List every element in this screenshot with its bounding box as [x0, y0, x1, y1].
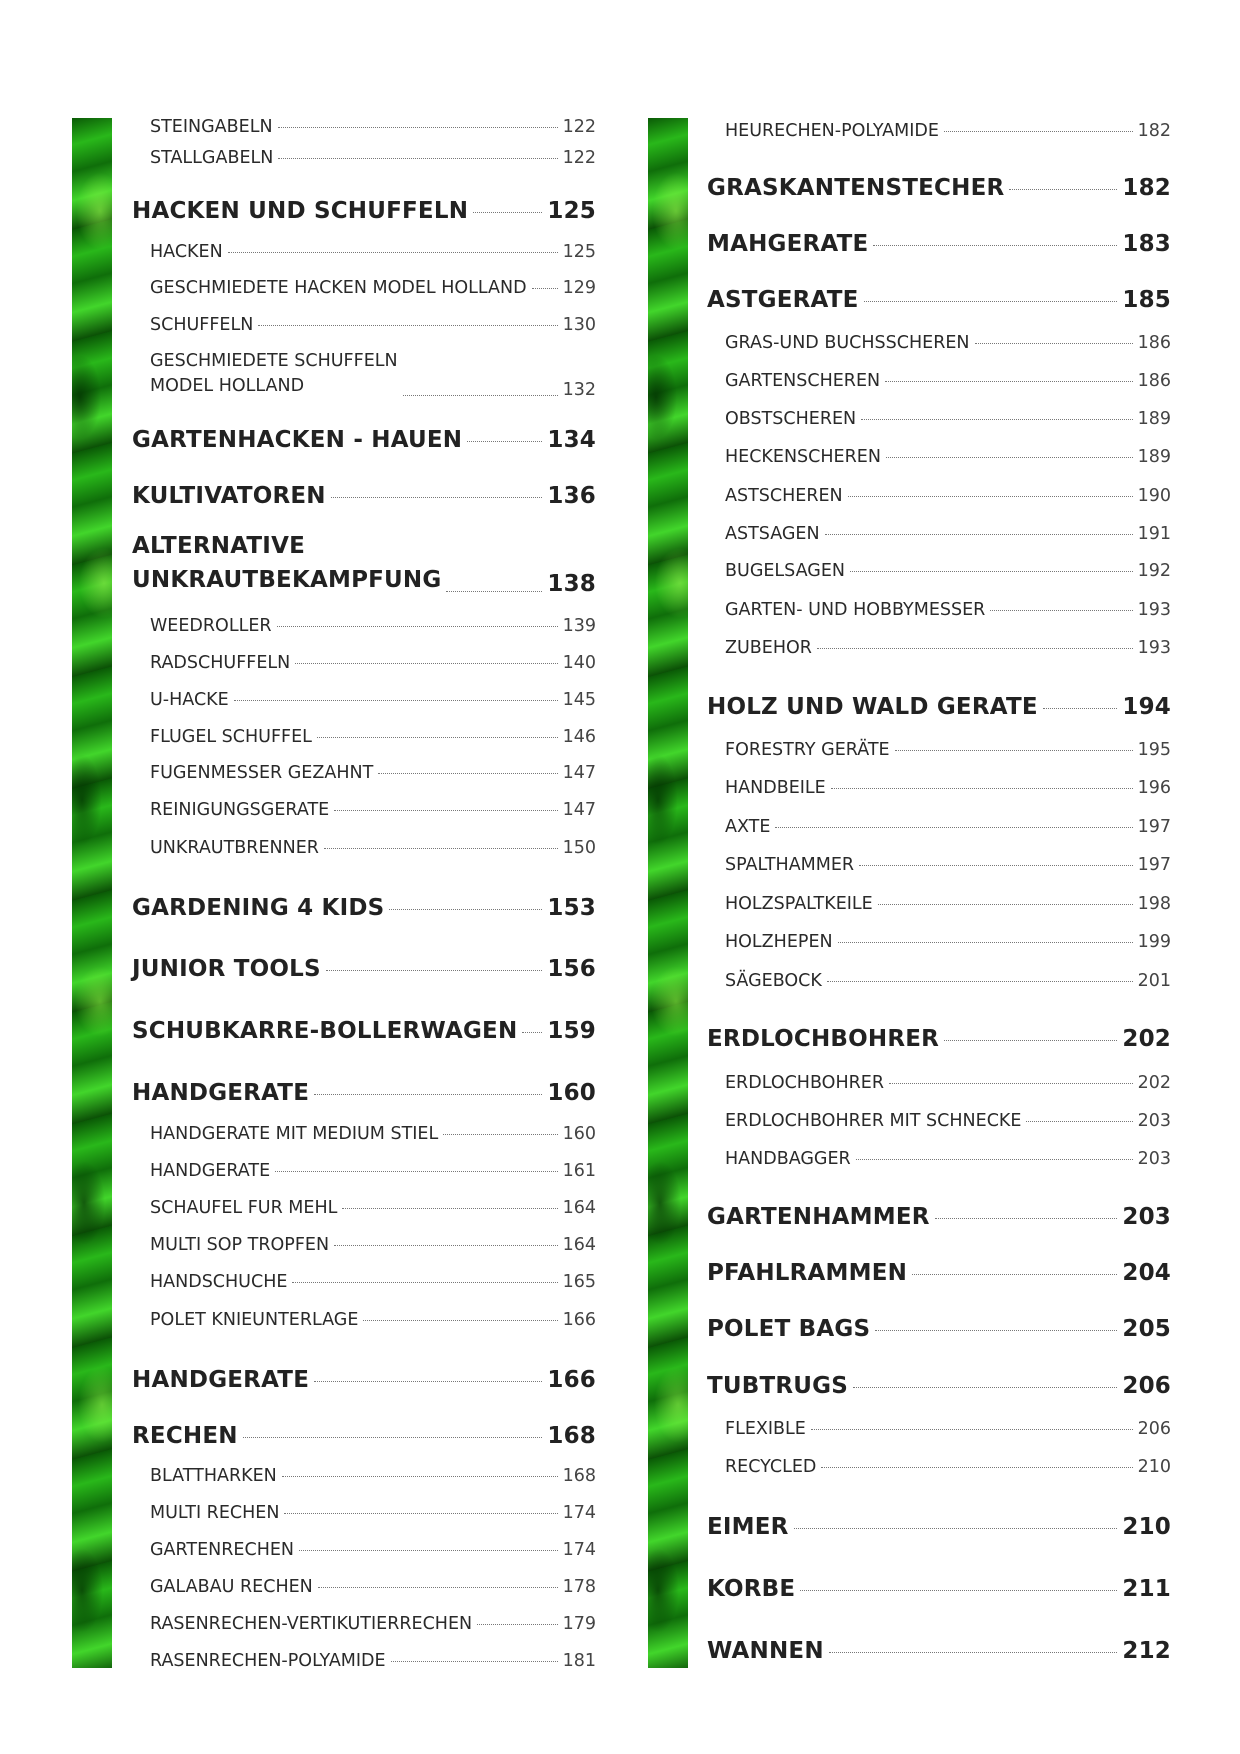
toc-section-entry	[132, 1367, 596, 1393]
toc-entry-title: SPALTHAMMER	[725, 854, 855, 875]
toc-page-number: 206	[1137, 1418, 1171, 1439]
toc-entry-title: ERDLOCHBOHRER MIT SCHNECKE	[725, 1110, 1022, 1131]
toc-entry-title: RASENRECHEN-VERTIKUTIERRECHEN	[150, 1613, 473, 1634]
toc-subsection-entry	[707, 894, 1171, 914]
toc-entry-title: MULTI SOP TROPFEN	[150, 1234, 330, 1255]
toc-section-entry	[132, 895, 596, 921]
toc-page-number: 178	[562, 1576, 596, 1597]
dotted-leader	[775, 827, 1132, 828]
toc-page-number: 165	[562, 1271, 596, 1292]
toc-entry-title: BLATTHARKEN	[150, 1465, 277, 1486]
toc-entry-title: ASTSCHEREN	[725, 485, 843, 506]
toc-page-number: 174	[562, 1539, 596, 1560]
toc-subsection-entry	[132, 1235, 596, 1255]
dotted-leader	[295, 663, 557, 664]
toc-subsection-entry	[707, 932, 1171, 952]
toc-subsection-entry	[707, 561, 1171, 581]
toc-page-number: 125	[547, 198, 596, 225]
toc-page-number: 192	[1137, 560, 1171, 581]
toc-entry-title	[150, 349, 398, 400]
toc-entry-title: HACKEN	[150, 241, 223, 262]
dotted-leader	[314, 1094, 542, 1095]
toc-page-number: 147	[562, 799, 596, 820]
toc-page-number: 168	[562, 1465, 596, 1486]
toc-page-number: 203	[1137, 1148, 1171, 1169]
toc-entry-title: HANDGERATE	[150, 1160, 271, 1181]
toc-entry-title: FLUGEL SCHUFFEL	[150, 726, 312, 747]
toc-subsection-entry	[132, 1272, 596, 1292]
toc-subsection-entry	[707, 1419, 1171, 1439]
toc-page-number: 183	[1122, 231, 1171, 258]
toc-page-number: 166	[547, 1367, 596, 1394]
dotted-leader	[886, 457, 1133, 458]
toc-section-entry	[707, 1638, 1171, 1664]
toc-page-number: 211	[1122, 1576, 1171, 1603]
toc-entry-title: GESCHMIEDETE HACKEN MODEL HOLLAND	[150, 277, 527, 298]
toc-entry-title: HANDBEILE	[725, 777, 826, 798]
toc-page-number: 147	[562, 762, 596, 783]
toc-subsection-entry	[707, 740, 1171, 760]
dotted-leader	[403, 395, 558, 396]
toc-section-entry	[132, 956, 596, 982]
dotted-leader	[831, 788, 1133, 789]
dotted-leader	[859, 865, 1133, 866]
toc-subsection-entry	[707, 1149, 1171, 1169]
toc-entry-title: OBSTSCHEREN	[725, 408, 857, 429]
toc-entry-title: GARTENHACKEN - HAUEN	[132, 427, 463, 454]
toc-entry-title: GARTENHAMMER	[707, 1204, 930, 1231]
toc-section-entry	[707, 694, 1171, 720]
toc-page-number: 161	[562, 1160, 596, 1181]
toc-entry-title: PFAHLRAMMEN	[707, 1260, 908, 1287]
toc-entry-title: GARDENING 4 KIDS	[132, 895, 385, 922]
dotted-leader	[324, 848, 558, 849]
dotted-leader	[975, 343, 1133, 344]
decorative-leaf-strip-left	[72, 118, 112, 1668]
toc-entry-title: HACKEN UND SCHUFFELN	[132, 198, 469, 225]
toc-page-number: 196	[1137, 777, 1171, 798]
toc-subsection-entry	[132, 1614, 596, 1634]
toc-page-number: 206	[1122, 1373, 1171, 1400]
dotted-leader	[817, 648, 1133, 649]
toc-entry-title: POLET BAGS	[707, 1316, 871, 1343]
toc-section-entry	[132, 530, 596, 597]
toc-page-number: 132	[562, 379, 596, 400]
toc-section-entry	[132, 1018, 596, 1044]
dotted-leader	[278, 158, 557, 159]
toc-page-number: 193	[1137, 637, 1171, 658]
toc-page-number: 136	[547, 483, 596, 510]
dotted-leader	[284, 1513, 557, 1514]
toc-page-number: 146	[562, 726, 596, 747]
toc-page-number: 210	[1122, 1514, 1171, 1541]
toc-entry-title: RECYCLED	[725, 1456, 817, 1477]
toc-entry-title: FUGENMESSER GEZAHNT	[150, 762, 374, 783]
toc-subsection-entry	[132, 838, 596, 858]
toc-page-number: 174	[562, 1502, 596, 1523]
toc-subsection-entry	[132, 315, 596, 335]
toc-page-number: 205	[1122, 1316, 1171, 1343]
toc-subsection-entry	[707, 524, 1171, 544]
toc-subsection-entry	[132, 1577, 596, 1597]
toc-entry-title: HANDGERATE	[132, 1080, 310, 1107]
dotted-leader	[827, 981, 1133, 982]
toc-page-number: 182	[1137, 120, 1171, 141]
dotted-leader	[467, 441, 542, 442]
dotted-leader	[334, 810, 557, 811]
toc-page-number: 202	[1137, 1072, 1171, 1093]
dotted-leader	[848, 496, 1133, 497]
toc-entry-title: WEEDROLLER	[150, 615, 272, 636]
toc-subsection-entry	[707, 778, 1171, 798]
toc-page-number: 190	[1137, 485, 1171, 506]
toc-page-number: 139	[562, 615, 596, 636]
toc-entry-title-line: UNKRAUTBEKAMPFUNG	[132, 566, 442, 593]
toc-entry-title: TUBTRUGS	[707, 1373, 849, 1400]
dotted-leader	[243, 1437, 543, 1438]
toc-entry-title-line: MODEL HOLLAND	[150, 376, 305, 397]
toc-page-number: 160	[562, 1123, 596, 1144]
dotted-leader	[1043, 708, 1118, 709]
dotted-leader	[334, 1245, 558, 1246]
toc-page-number: 182	[1122, 175, 1171, 202]
toc-page-number: 134	[547, 427, 596, 454]
toc-entry-title: RADSCHUFFELN	[150, 652, 291, 673]
toc-subsection-entry	[132, 1161, 596, 1181]
toc-page-number: 166	[562, 1309, 596, 1330]
toc-entry-title: GARTENSCHEREN	[725, 370, 881, 391]
toc-entry-title: RECHEN	[132, 1423, 238, 1450]
dotted-leader	[829, 1652, 1118, 1653]
toc-subsection-entry	[132, 349, 596, 400]
toc-subsection-entry	[707, 447, 1171, 467]
toc-entry-title: FLEXIBLE	[725, 1418, 806, 1439]
toc-entry-title: ZUBEHOR	[725, 637, 812, 658]
toc-subsection-entry	[707, 409, 1171, 429]
toc-subsection-entry	[132, 117, 596, 137]
toc-entry-title: KORBE	[707, 1576, 796, 1603]
toc-entry-title: ASTGERATE	[707, 287, 859, 314]
toc-page-number: 159	[547, 1018, 596, 1045]
toc-subsection-entry	[132, 148, 596, 168]
dotted-leader	[1009, 189, 1117, 190]
toc-section-entry	[132, 427, 596, 453]
toc-subsection-entry	[132, 800, 596, 820]
toc-section-entry	[132, 483, 596, 509]
toc-subsection-entry	[132, 1124, 596, 1144]
dotted-leader	[864, 301, 1118, 302]
dotted-leader	[856, 1159, 1133, 1160]
dotted-leader	[935, 1218, 1118, 1219]
toc-page-number: 129	[562, 277, 596, 298]
toc-page-number: 186	[1137, 332, 1171, 353]
toc-subsection-entry	[132, 242, 596, 262]
dotted-leader	[391, 1661, 558, 1662]
toc-page-number: 191	[1137, 523, 1171, 544]
dotted-leader	[443, 1134, 557, 1135]
dotted-leader	[861, 419, 1132, 420]
decorative-leaf-strip-right	[648, 118, 688, 1668]
toc-page-number: 189	[1137, 446, 1171, 467]
dotted-leader	[299, 1550, 558, 1551]
toc-page-number: 197	[1137, 854, 1171, 875]
toc-entry-title: HANDSCHUCHE	[150, 1271, 288, 1292]
toc-entry-title: JUNIOR TOOLS	[132, 956, 321, 983]
toc-page-number: 125	[562, 241, 596, 262]
toc-entry-title: WANNEN	[707, 1638, 824, 1665]
toc-page-number: 181	[562, 1650, 596, 1671]
dotted-leader	[389, 909, 542, 910]
toc-subsection-entry	[132, 616, 596, 636]
toc-page-number: 164	[562, 1234, 596, 1255]
dotted-leader	[446, 591, 542, 592]
toc-entry-title: RASENRECHEN-POLYAMIDE	[150, 1650, 386, 1671]
toc-page-number: 195	[1137, 739, 1171, 760]
toc-section-entry	[707, 231, 1171, 257]
toc-subsection-entry	[132, 1503, 596, 1523]
toc-entry-title: SCHAUFEL FUR MEHL	[150, 1197, 338, 1218]
toc-subsection-entry	[707, 600, 1171, 620]
toc-entry-title: GARTENRECHEN	[150, 1539, 294, 1560]
toc-page-number: 212	[1122, 1638, 1171, 1665]
toc-section-entry	[707, 1316, 1171, 1342]
toc-page-number: 199	[1137, 931, 1171, 952]
dotted-leader	[228, 252, 558, 253]
dotted-leader	[314, 1381, 542, 1382]
toc-entry-title: GALABAU RECHEN	[150, 1576, 313, 1597]
toc-entry-title: MULTI RECHEN	[150, 1502, 280, 1523]
toc-entry-title: GARTEN- UND HOBBYMESSER	[725, 599, 986, 620]
toc-entry-title: BUGELSAGEN	[725, 560, 845, 581]
dotted-leader	[275, 1171, 557, 1172]
dotted-leader	[473, 212, 542, 213]
toc-entry-title: HEURECHEN-POLYAMIDE	[725, 120, 939, 141]
dotted-leader	[363, 1320, 557, 1321]
dotted-leader	[944, 1040, 1117, 1041]
dotted-leader	[331, 497, 543, 498]
dotted-leader	[278, 127, 558, 128]
toc-page-number: 194	[1122, 694, 1171, 721]
toc-page-number: 160	[547, 1080, 596, 1107]
dotted-leader	[821, 1467, 1132, 1468]
toc-entry-title: GRASKANTENSTECHER	[707, 175, 1005, 202]
toc-section-entry	[707, 1204, 1171, 1230]
toc-subsection-entry	[707, 971, 1171, 991]
toc-entry-title: EIMER	[707, 1514, 789, 1541]
toc-entry-title: AXTE	[725, 816, 771, 837]
toc-section-entry	[707, 1576, 1171, 1602]
toc-section-entry	[707, 1514, 1171, 1540]
dotted-leader	[1026, 1121, 1132, 1122]
toc-section-entry	[707, 1373, 1171, 1399]
toc-section-entry	[707, 1026, 1171, 1052]
dotted-leader	[282, 1476, 558, 1477]
toc-subsection-entry	[707, 1111, 1171, 1131]
dotted-leader	[885, 381, 1132, 382]
toc-page-number: 203	[1137, 1110, 1171, 1131]
toc-page-number: 179	[562, 1613, 596, 1634]
toc-entry-title: STEINGABELN	[150, 116, 273, 137]
toc-entry-title: HANDGERATE	[132, 1367, 310, 1394]
toc-page-number: 122	[562, 116, 596, 137]
toc-subsection-entry	[132, 1651, 596, 1671]
dotted-leader	[944, 131, 1133, 132]
toc-entry-title: MAHGERATE	[707, 231, 869, 258]
toc-entry-title: SCHUFFELN	[150, 314, 254, 335]
dotted-leader	[234, 700, 558, 701]
toc-page-number: 130	[562, 314, 596, 335]
dotted-leader	[277, 626, 558, 627]
toc-subsection-entry	[132, 1466, 596, 1486]
toc-section-entry	[132, 1423, 596, 1449]
toc-entry-title: ASTSAGEN	[725, 523, 820, 544]
toc-entry-title: SÄGEBOCK	[725, 970, 822, 991]
toc-section-entry	[707, 1260, 1171, 1286]
toc-entry-title: FORESTRY GERÄTE	[725, 739, 890, 760]
dotted-leader	[873, 245, 1117, 246]
toc-page-number: 122	[562, 147, 596, 168]
toc-subsection-entry	[707, 121, 1171, 141]
toc-section-entry	[132, 198, 596, 224]
toc-entry-title-line: GESCHMIEDETE SCHUFFELN	[150, 351, 398, 372]
dotted-leader	[990, 610, 1132, 611]
dotted-leader	[825, 534, 1133, 535]
toc-entry-title: HANDGERATE MIT MEDIUM STIEL	[150, 1123, 439, 1144]
dotted-leader	[878, 904, 1133, 905]
toc-entry-title: HOLZSPALTKEILE	[725, 893, 873, 914]
toc-page-number: 203	[1122, 1204, 1171, 1231]
dotted-leader	[326, 970, 543, 971]
toc-subsection-entry	[707, 1457, 1171, 1477]
toc-entry-title: KULTIVATOREN	[132, 483, 326, 510]
toc-subsection-entry	[707, 817, 1171, 837]
dotted-leader	[895, 750, 1133, 751]
toc-subsection-entry	[132, 1198, 596, 1218]
dotted-leader	[532, 288, 558, 289]
toc-page-number: 189	[1137, 408, 1171, 429]
dotted-leader	[477, 1624, 557, 1625]
toc-subsection-entry	[132, 763, 596, 783]
toc-entry-title: HANDBAGGER	[725, 1148, 851, 1169]
toc-section-entry	[707, 175, 1171, 201]
toc-page-number: 168	[547, 1423, 596, 1450]
toc-page-number: 140	[562, 652, 596, 673]
toc-page-number: 193	[1137, 599, 1171, 620]
toc-entry-title: ERDLOCHBOHRER	[707, 1026, 940, 1053]
dotted-leader	[318, 1587, 558, 1588]
toc-page-number: 198	[1137, 893, 1171, 914]
toc-subsection-entry	[132, 278, 596, 298]
dotted-leader	[838, 942, 1133, 943]
toc-entry-title: SCHUBKARRE-BOLLERWAGEN	[132, 1018, 518, 1045]
dotted-leader	[850, 571, 1133, 572]
toc-subsection-entry	[707, 638, 1171, 658]
toc-subsection-entry	[707, 855, 1171, 875]
toc-subsection-entry	[132, 690, 596, 710]
toc-entry-title: ERDLOCHBOHRER	[725, 1072, 884, 1093]
dotted-leader	[378, 773, 557, 774]
toc-subsection-entry	[707, 486, 1171, 506]
dotted-leader	[794, 1528, 1118, 1529]
toc-entry-title: HECKENSCHEREN	[725, 446, 881, 467]
toc-entry-title: HOLZHEPEN	[725, 931, 833, 952]
toc-entry-title: GRAS-UND BUCHSSCHEREN	[725, 332, 970, 353]
toc-entry-title: U-HACKE	[150, 689, 229, 710]
toc-entry-title: HOLZ UND WALD GERATE	[707, 694, 1038, 721]
toc-page-number: 186	[1137, 370, 1171, 391]
toc-subsection-entry	[132, 1540, 596, 1560]
dotted-leader	[853, 1387, 1117, 1388]
toc-subsection-entry	[707, 333, 1171, 353]
toc-subsection-entry	[707, 1073, 1171, 1093]
dotted-leader	[292, 1282, 557, 1283]
dotted-leader	[342, 1208, 557, 1209]
dotted-leader	[889, 1083, 1133, 1084]
toc-page-number: 185	[1122, 287, 1171, 314]
dotted-leader	[875, 1330, 1117, 1331]
toc-page-number: 145	[562, 689, 596, 710]
toc-section-entry	[707, 287, 1171, 313]
toc-page-number: 138	[547, 571, 596, 598]
toc-section-entry	[132, 1080, 596, 1106]
toc-page-number: 201	[1137, 970, 1171, 991]
toc-entry-title	[132, 530, 441, 597]
toc-entry-title: POLET KNIEUNTERLAGE	[150, 1309, 359, 1330]
toc-subsection-entry	[132, 653, 596, 673]
toc-page-number: 210	[1137, 1456, 1171, 1477]
dotted-leader	[522, 1032, 542, 1033]
toc-entry-title: UNKRAUTBRENNER	[150, 837, 319, 858]
toc-entry-title: REINIGUNGSGERATE	[150, 799, 330, 820]
toc-entry-title: STALLGABELN	[150, 147, 274, 168]
toc-page-number: 202	[1122, 1026, 1171, 1053]
toc-page-number: 150	[562, 837, 596, 858]
toc-subsection-entry	[132, 727, 596, 747]
toc-entry-title-line: ALTERNATIVE	[132, 533, 305, 560]
toc-page-number: 153	[547, 895, 596, 922]
dotted-leader	[912, 1274, 1117, 1275]
dotted-leader	[811, 1429, 1133, 1430]
toc-page-number: 164	[562, 1197, 596, 1218]
toc-subsection-entry	[707, 371, 1171, 391]
dotted-leader	[258, 325, 557, 326]
toc-subsection-entry	[132, 1310, 596, 1330]
dotted-leader	[800, 1590, 1117, 1591]
toc-page-number: 197	[1137, 816, 1171, 837]
toc-page-number: 156	[547, 956, 596, 983]
toc-page-number: 204	[1122, 1260, 1171, 1287]
dotted-leader	[317, 737, 558, 738]
